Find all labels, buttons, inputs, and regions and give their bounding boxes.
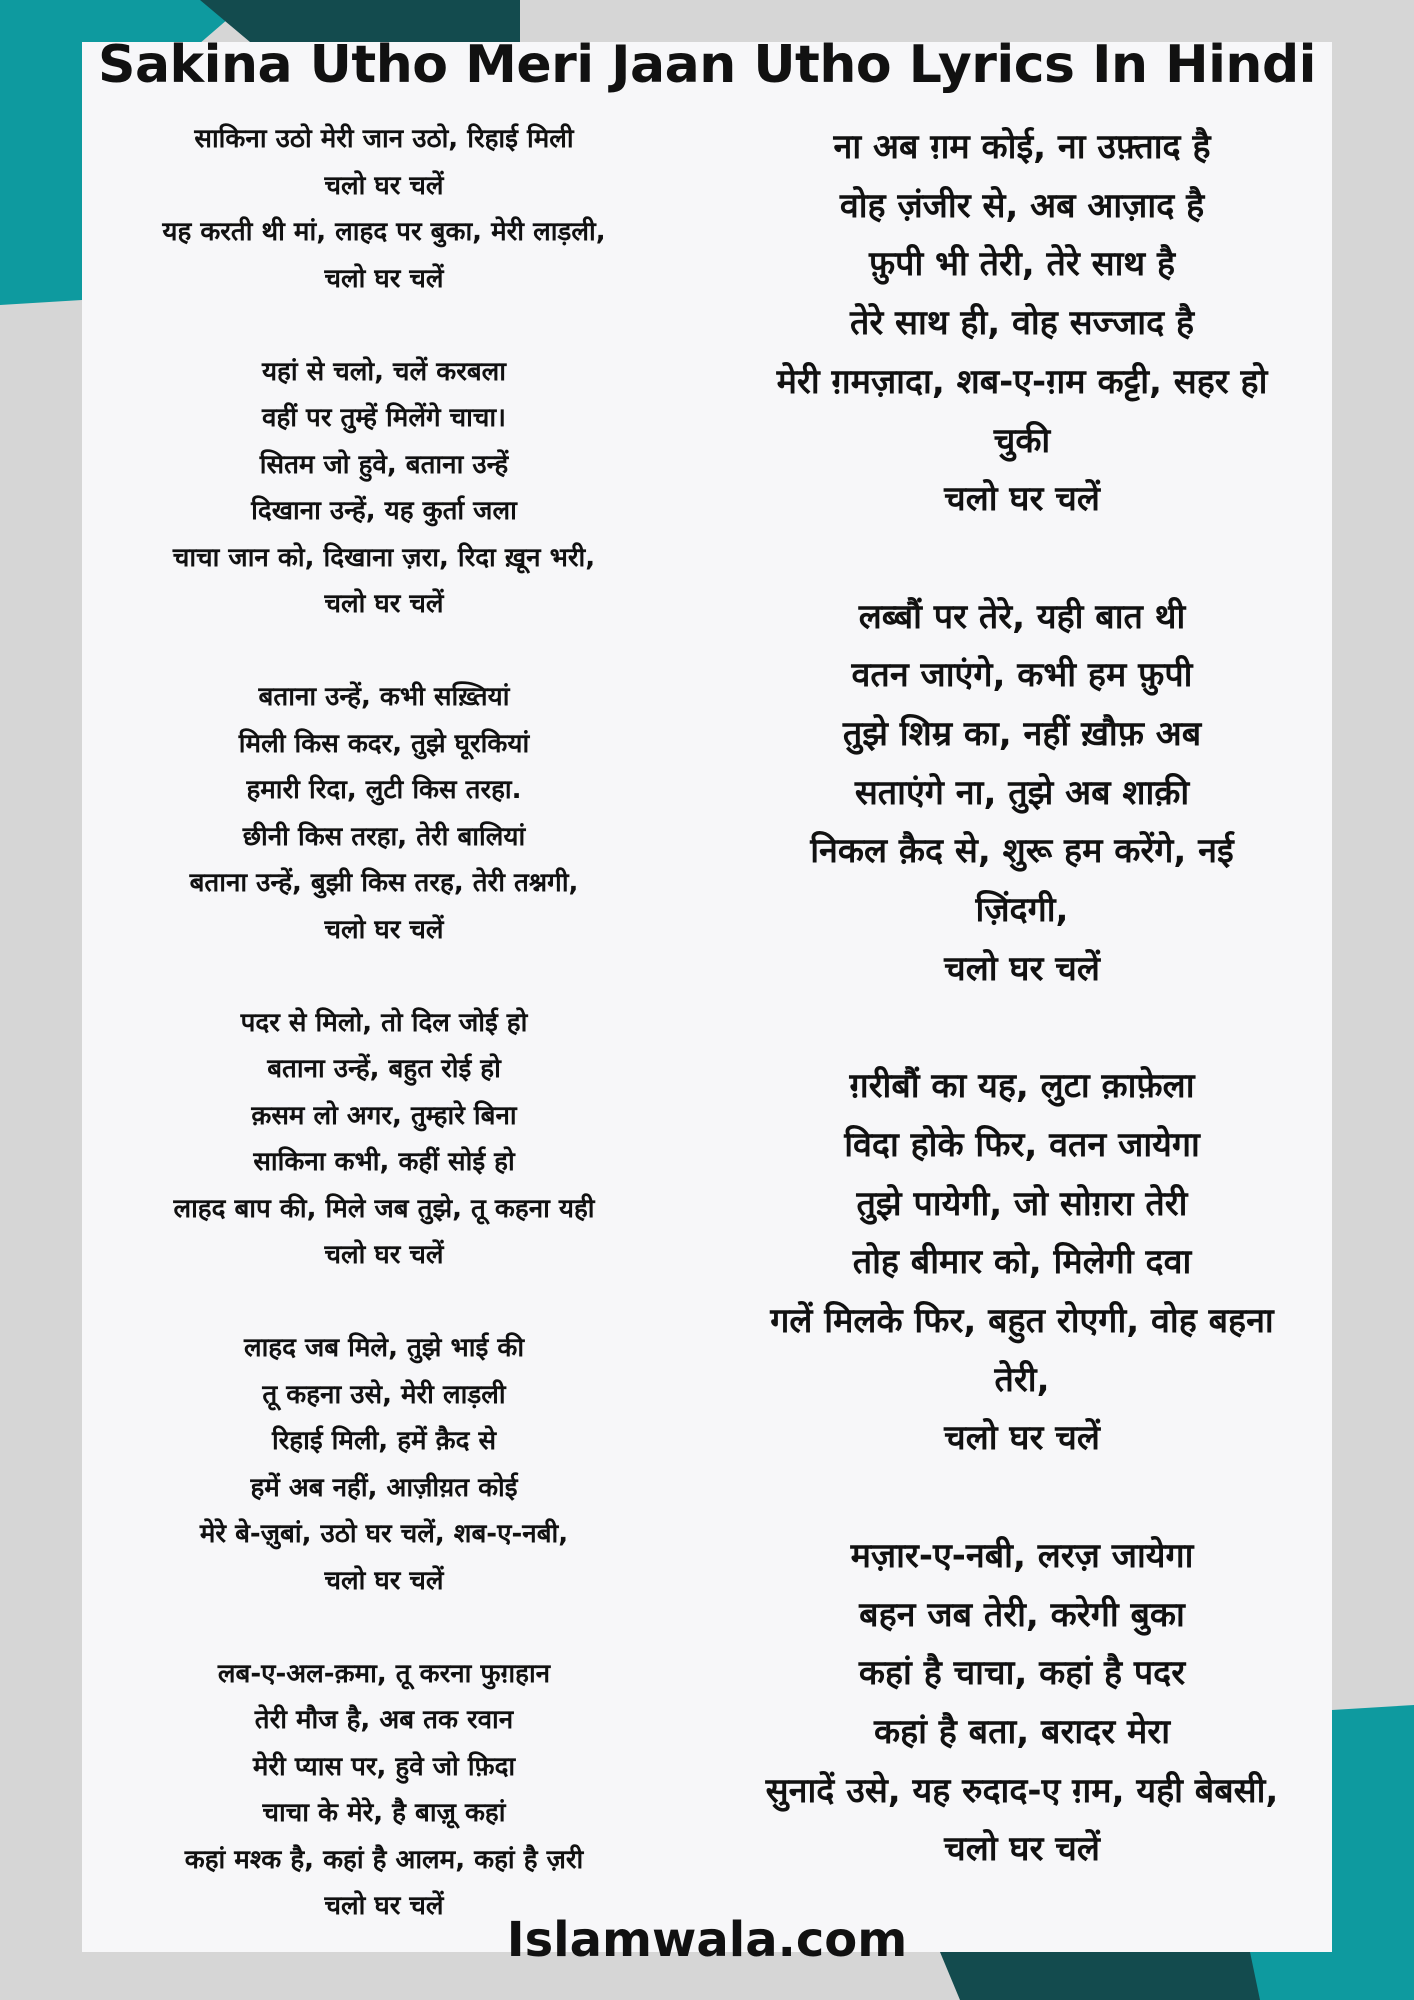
- lyric-line: हमें अब नहीं, आज़ीय़त कोई: [250, 1472, 518, 1503]
- page-title: Sakina Utho Meri Jaan Utho Lyrics In Hindi: [98, 35, 1316, 95]
- lyric-line: बताना उन्हें, कभी सख़्तियां: [258, 682, 510, 712]
- lyric-line: दिखाना उन्हें, यह कुर्ता जला: [251, 496, 517, 526]
- lyric-line: तेरी,: [994, 1359, 1050, 1400]
- lyric-line: मिली किस कदर, तुझे घूरकियां: [238, 728, 530, 759]
- lyric-line: यह करती थी मां, लाहद पर बुका, मेरी लाड़ली,: [162, 217, 606, 247]
- lyrics-left-column: [88, 116, 680, 1930]
- lyric-line: सितम जो हुवे, बताना उन्हें: [259, 449, 509, 480]
- lyric-line: ज़िंदगी,: [975, 890, 1069, 931]
- site-watermark: Islamwala.com: [506, 1912, 908, 1968]
- lyric-line: फ़ुपी भी तेरी, तेरे साथ है: [868, 244, 1176, 285]
- lyric-line: साकिना उठो मेरी जान उठो, रिहाई मिली: [194, 124, 574, 154]
- lyric-line: चलो घर चलें: [324, 1240, 444, 1270]
- lyric-line: सुनादें उसे, यह रुदाद-ए ग़म, यही बेबसी,: [765, 1770, 1279, 1811]
- stanza: [692, 118, 1352, 529]
- stanza: [692, 588, 1352, 999]
- lyric-line: चलो घर चलें: [324, 263, 444, 294]
- lyric-line: चलो घर चलें: [944, 1418, 1100, 1459]
- lyric-line: यहां से चलो, चलें करबला: [261, 356, 507, 387]
- lyric-line: ग़रीबौं का यह, लुटा क़ाफ़ेला: [849, 1066, 1195, 1107]
- stanza: [88, 1325, 680, 1604]
- lyric-line: बहन जब तेरी, करेगी बुका: [859, 1594, 1185, 1635]
- lyric-line: लब्बौं पर तेरे, यही बात थी: [858, 596, 1186, 637]
- lyric-line: चलो घर चलें: [324, 170, 444, 201]
- lyric-line: क़सम लो अगर, तुम्हारे बिना: [251, 1100, 517, 1131]
- lyric-line: बताना उन्हें, बुझी किस तरह, तेरी तश्नगी,: [189, 868, 579, 898]
- lyric-line: चाचा जान को, दिखाना ज़रा, रिदा ख़ून भरी,: [172, 542, 596, 573]
- lyric-line: चलो घर चलें: [324, 589, 444, 619]
- lyric-line: चुकी: [993, 420, 1051, 461]
- stanza: [88, 116, 680, 302]
- lyric-line: मज़ार-ए-नबी, लरज़ जायेगा: [850, 1535, 1194, 1576]
- lyric-line: कहां मश्क है, कहां है आलम, कहां है ज़री: [184, 1844, 584, 1875]
- lyric-line: लाहद जब मिले, तुझे भाई की: [243, 1333, 525, 1363]
- lyric-line: चाचा के मेरे, है बाज़ू कहां: [262, 1798, 506, 1828]
- lyric-line: कहां है बता, बरादर मेरा: [873, 1711, 1171, 1752]
- lyric-line: वोह ज़ंजीर से, अब आज़ाद है: [839, 185, 1205, 226]
- lyric-line: तोह बीमार को, मिलेगी दवा: [852, 1242, 1192, 1283]
- lyric-line: सताएंगे ना, तुझे अब शाक़ी: [854, 772, 1190, 813]
- lyric-line: तेरे साथ ही, वोह सज्जाद है: [849, 303, 1195, 344]
- lyric-line: बताना उन्हें, बहुत रोई हो: [267, 1054, 501, 1084]
- stanza: [692, 1527, 1352, 1879]
- lyric-line: चलो घर चलें: [324, 914, 444, 945]
- lyric-line: तुझे शिम्र का, नहीं ख़ौफ़ अब: [842, 714, 1202, 755]
- lyric-line: चलो घर चलें: [324, 1891, 444, 1921]
- lyric-line: हमारी रिदा, लुटी किस तरहा.: [246, 775, 522, 805]
- lyric-line: रिहाई मिली, हमें क़ैद से: [271, 1426, 497, 1456]
- lyric-line: तुझे पायेगी, जो सोग़रा तेरी: [856, 1183, 1188, 1224]
- lyric-line: चलो घर चलें: [944, 479, 1100, 520]
- lyric-line: तेरी मौज है, अब तक रवान: [254, 1705, 514, 1735]
- lyrics-right-column: [692, 118, 1352, 1879]
- stanza: [88, 674, 680, 953]
- lyric-line: मेरी ग़मज़ादा, शब-ए-ग़म कट्टी, सहर हो: [776, 361, 1268, 402]
- lyric-line: वतन जाएंगे, कभी हम फ़ुपी: [851, 655, 1193, 696]
- stanza: [88, 1000, 680, 1279]
- lyric-line: वहीं पर तुम्हें मिलेंगे चाचा।: [262, 403, 506, 433]
- lyric-line: तू कहना उसे, मेरी लाड़ली: [262, 1379, 506, 1410]
- stanza: [88, 349, 680, 628]
- lyric-line: गलें मिलके फिर, बहुत रोएगी, वोह बहना: [770, 1301, 1274, 1342]
- lyric-line: चलो घर चलें: [944, 948, 1100, 989]
- lyric-line: लाहद बाप की, मिले जब तुझे, तू कहना यही: [173, 1193, 595, 1224]
- stanza: [88, 1651, 680, 1930]
- lyric-line: कहां है चाचा, कहां है पदर: [858, 1653, 1186, 1694]
- lyric-line: विदा होके फिर, वतन जायेगा: [844, 1124, 1200, 1165]
- lyric-line: चलो घर चलें: [944, 1829, 1100, 1870]
- lyric-line: ना अब ग़म कोई, ना उफ़्ताद है: [833, 127, 1211, 167]
- lyric-line: छीनी किस तरहा, तेरी बालियां: [242, 821, 526, 852]
- lyric-line: मेरी प्यास पर, हुवे जो फ़िदा: [252, 1751, 516, 1782]
- lyric-line: मेरे बे-ज़ुबां, उठो घर चलें, शब-ए-नबी,: [199, 1519, 569, 1549]
- lyric-line: निकल क़ैद से, शुरू हम करेंगे, नई: [810, 831, 1234, 872]
- lyric-line: साकिना कभी, कहीं सोई हो: [253, 1147, 515, 1177]
- lyric-line: लब-ए-अल-क़मा, तू करना फुग़हान: [217, 1658, 551, 1689]
- lyric-line: पदर से मिलो, तो दिल जोई हो: [240, 1007, 528, 1038]
- lyric-line: चलो घर चलें: [324, 1565, 444, 1596]
- stanza: [692, 1057, 1352, 1468]
